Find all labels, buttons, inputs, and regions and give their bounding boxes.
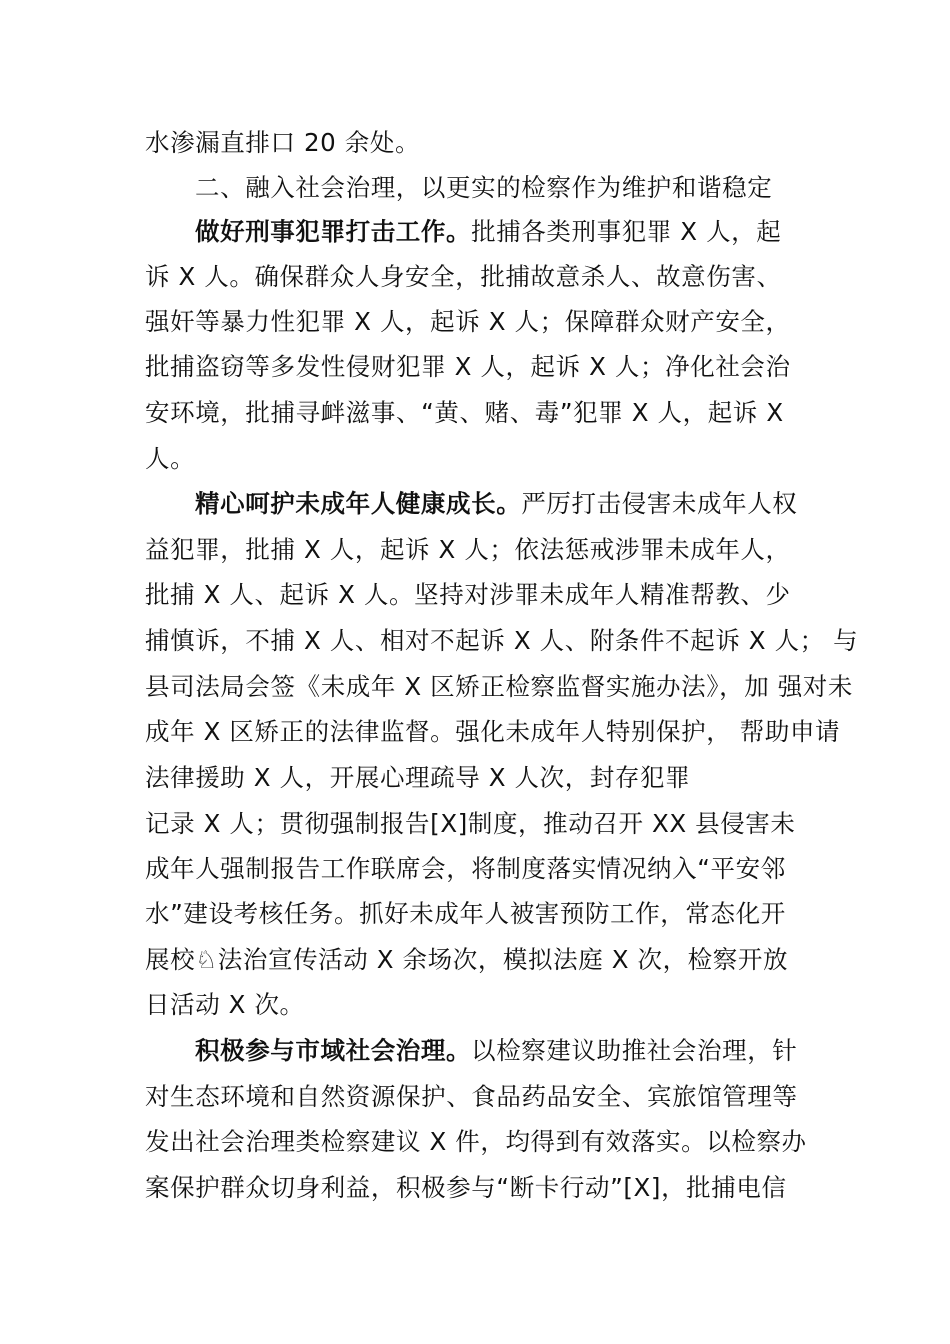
paragraph-line: 人。 (145, 444, 196, 473)
paragraph-line: 成年 X 区矫正的法律监督。强化未成年人特别保护， 帮助申请 (145, 717, 841, 746)
paragraph-line: 做好刑事犯罪打击工作。批捕各类刑事犯罪 X 人，起 (195, 217, 782, 246)
paragraph-heading: 精心呵护未成年人健康成长。 (195, 489, 522, 518)
paragraph-line: 强奸等暴力性犯罪 X 人，起诉 X 人；保障群众财产安全， (145, 307, 791, 336)
paragraph-line: 县司法局会签《未成年 X 区矫正检察监督实施办法》，加 强对未 (145, 672, 853, 701)
paragraph-line: 积极参与市域社会治理。以检察建议助推社会治理，针 (195, 1036, 798, 1065)
paragraph-heading: 积极参与市域社会治理。 (195, 1036, 472, 1065)
paragraph-line: 展校♘法治宣传活动 X 余场次，模拟法庭 X 次，检察开放 (145, 945, 789, 974)
paragraph-line: 批捕 X 人、起诉 X 人。坚持对涉罪未成年人精准帮教、少 (145, 580, 791, 609)
paragraph-line: 水”建设考核任务。抓好未成年人被害预防工作，常态化开 (145, 899, 786, 928)
paragraph-line: 批捕盗窃等多发性侵财犯罪 X 人，起诉 X 人；净化社会治 (145, 352, 791, 381)
paragraph-line: 水渗漏直排口 20 余处。 (145, 128, 421, 157)
paragraph-line: 捕慎诉，不捕 X 人、相对不起诉 X 人、附条件不起诉 X 人； 与 (145, 626, 859, 655)
paragraph-line: 安环境，批捕寻衅滋事、“黄、赌、毒”犯罪 X 人，起诉 X (145, 398, 784, 427)
paragraph-line: 发出社会治理类检察建议 X 件，均得到有效落实。以检察办 (145, 1127, 807, 1156)
paragraph-line: 对生态环境和自然资源保护、食品药品安全、宾旅馆管理等 (145, 1082, 798, 1111)
paragraph-line: 诉 X 人。确保群众人身安全，批捕故意杀人、故意伤害、 (145, 262, 782, 291)
section-heading: 二、融入社会治理，以更实的检察作为维护和谐稳定 (195, 173, 773, 202)
paragraph-line: 日活动 X 次。 (145, 990, 305, 1019)
paragraph-line: 精心呵护未成年人健康成长。严厉打击侵害未成年人权 (195, 489, 798, 518)
paragraph-line: 法律援助 X 人，开展心理疏导 X 人次，封存犯罪 (145, 763, 691, 792)
paragraph-line: 益犯罪，批捕 X 人，起诉 X 人；依法惩戒涉罪未成年人， (145, 535, 791, 564)
paragraph-line: 案保护群众切身利益，积极参与“断卡行动”[X]，批捕电信 (145, 1173, 787, 1202)
paragraph-line: 记录 X 人；贯彻强制报告[X]制度，推动召开 XX 县侵害未 (145, 809, 796, 838)
paragraph-line: 成年人强制报告工作联席会，将制度落实情况纳入“平安邻 (145, 854, 786, 883)
paragraph-heading: 做好刑事犯罪打击工作。 (195, 217, 472, 246)
